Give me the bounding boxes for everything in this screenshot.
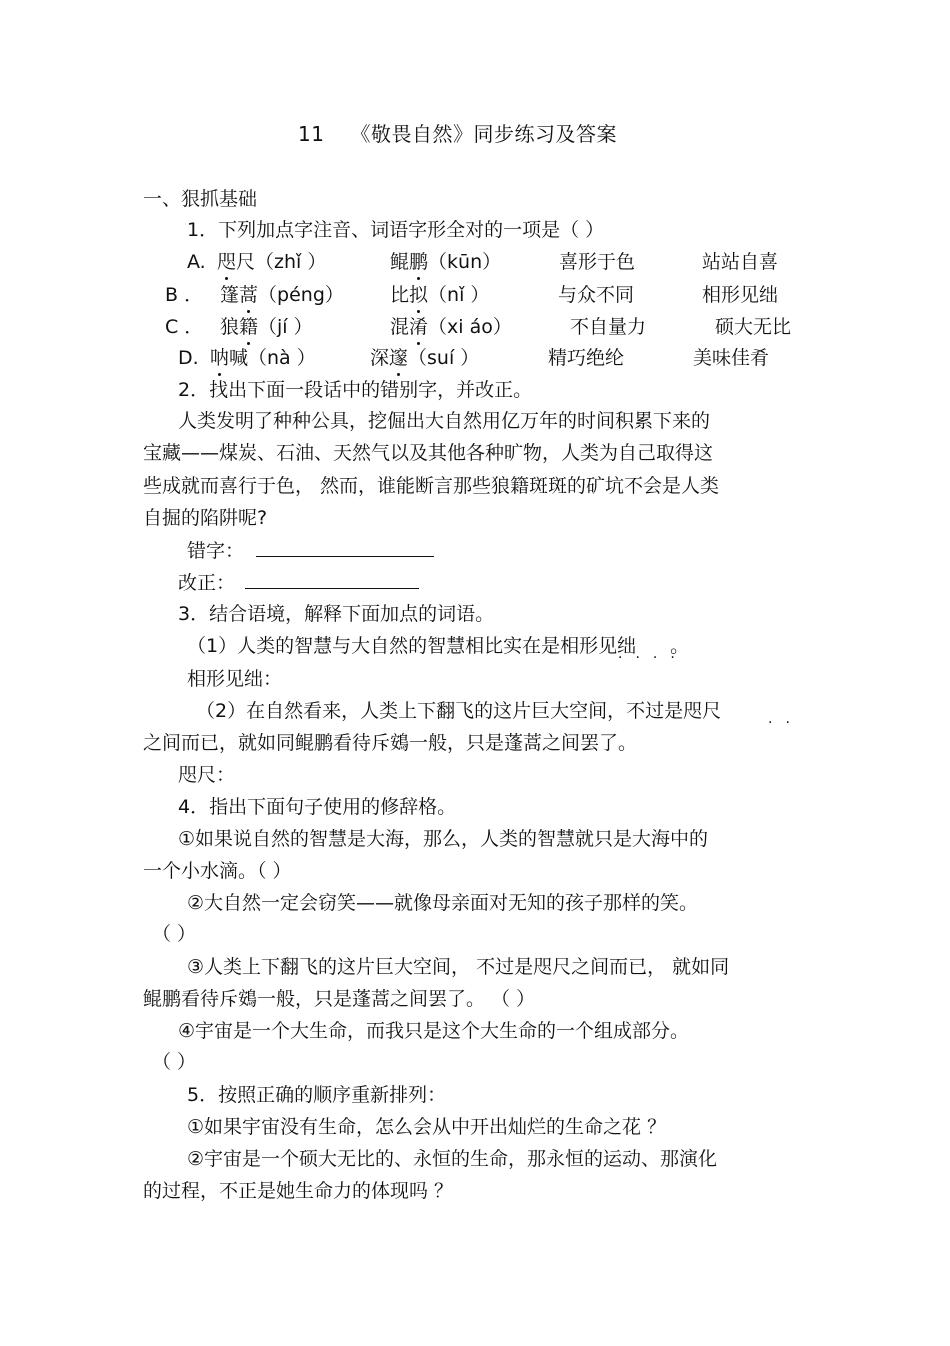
q4-item-3-line-2: 鲲鹏看待斥鴳一般，只是蓬蒿之间罢了。 （ ）	[143, 988, 536, 1010]
q4-item-4-line-2: （ ）	[152, 1051, 197, 1073]
option-label: C ．	[165, 316, 204, 338]
option-word-1: 狼籍（jí ）	[220, 316, 313, 338]
q3-sentence-1: （1）人类的智慧与大自然的智慧相比实在是相形见绌 。	[187, 635, 690, 657]
q5-item-2-line-1: ②宇宙是一个硕大无比的、永恒的生命，那永恒的运动、那演化	[187, 1148, 718, 1170]
q4-item-2-line-2: （ ）	[152, 923, 197, 945]
q3-term-2: 咫尺：	[178, 764, 236, 786]
q1-option-a	[187, 250, 807, 274]
emphasis-dots: ····	[618, 650, 688, 666]
option-word-2: 混淆（xi áo）	[390, 316, 512, 338]
q1-option-b	[165, 283, 805, 307]
q2-paragraph-line: 些成就而喜行于色， 然而，谁能断言那些狼籍斑斑的矿坑不会是人类	[143, 475, 720, 497]
q4-item-3-line-1: ③人类上下翻飞的这片巨大空间， 不过是咫尺之间而已， 就如同	[187, 956, 730, 978]
wrong-answer-blank[interactable]	[256, 538, 434, 557]
section-heading: 一、狠抓基础	[143, 188, 258, 210]
q5-stem: 5．按照正确的顺序重新排列：	[187, 1084, 447, 1106]
option-word-4: 硕大无比	[715, 316, 792, 338]
option-word-3: 与众不同	[558, 284, 635, 306]
emphasis-dots: ··	[768, 715, 803, 731]
q4-item-1-line-2: 一个小水滴。（ ）	[143, 860, 292, 882]
lesson-number: 11	[298, 122, 325, 146]
option-label: D.	[178, 347, 199, 369]
q3-stem: 3．结合语境，解释下面加点的词语。	[178, 603, 495, 625]
wrong-label: 错字：	[187, 540, 245, 562]
q5-item-1: ①如果宇宙没有生命，怎么会从中开出灿烂的生命之花 ？	[187, 1116, 667, 1138]
option-word-3: 精巧绝纶	[548, 347, 625, 369]
fix-label: 改正：	[178, 572, 236, 594]
fix-answer-blank[interactable]	[245, 570, 419, 589]
q3-term-1: 相形见绌：	[187, 668, 283, 690]
document-title	[298, 122, 617, 146]
q1-option-d	[178, 346, 798, 370]
q2-wrong-chars	[187, 538, 434, 563]
q2-stem: 2．找出下面一段话中的错别字，并改正。	[178, 379, 533, 401]
option-word-1: 咫尺（zhǐ ）	[217, 251, 327, 273]
option-word-2: 比拟（nǐ ）	[390, 284, 490, 306]
option-word-2: 深邃（suí ）	[370, 347, 480, 369]
title-text: 《敬畏自然》同步练习及答案	[350, 122, 617, 146]
option-word-1: 篷蒿（péng）	[220, 284, 344, 306]
option-word-3: 不自量力	[570, 316, 647, 338]
q2-paragraph-line: 自掘的陷阱呢?	[143, 507, 268, 529]
q2-paragraph-line: 人类发明了种种公具，挖倔出大自然用亿万年的时间积累下来的	[178, 410, 711, 432]
q2-paragraph-line: 宝藏——煤炭、石油、天然气以及其他各种旷物，人类为自己取得这	[143, 442, 714, 464]
q3-sentence-2-line-1: （2）在自然看来，人类上下翻飞的这片巨大空间，不过是咫尺	[196, 700, 722, 722]
q1-option-c	[165, 315, 815, 339]
option-word-1: 呐喊（nà ）	[210, 347, 316, 369]
q4-item-1-line-1: ①如果说自然的智慧是大海，那么，人类的智慧就只是大海中的	[178, 828, 709, 850]
option-label: B ．	[165, 284, 204, 306]
q5-item-2-line-2: 的过程，不正是她生命力的体现吗 ？	[143, 1180, 454, 1202]
q2-corrections	[178, 570, 419, 595]
option-word-4: 美味佳肴	[693, 347, 770, 369]
q4-stem: 4．指出下面句子使用的修辞格。	[178, 796, 457, 818]
q3-sentence-2-line-2: 之间而已，就如同鲲鹏看待斥鴳一般，只是蓬蒿之间罢了。	[143, 732, 638, 754]
option-word-4: 站站自喜	[702, 251, 779, 273]
option-label: A.	[187, 251, 206, 273]
option-word-2: 鲲鹏（kūn）	[390, 251, 502, 273]
q1-stem: 1．下列加点字注音、词语字形全对的一项是（ ）	[187, 219, 605, 241]
option-word-4: 相形见绌	[702, 284, 779, 306]
q4-item-4-line-1: ④宇宙是一个大生命，而我只是这个大生命的一个组成部分。	[178, 1020, 690, 1042]
option-word-3: 喜形于色	[559, 251, 636, 273]
q4-item-2-line-1: ②大自然一定会窃笑——就像母亲面对无知的孩子那样的笑。	[187, 892, 699, 914]
